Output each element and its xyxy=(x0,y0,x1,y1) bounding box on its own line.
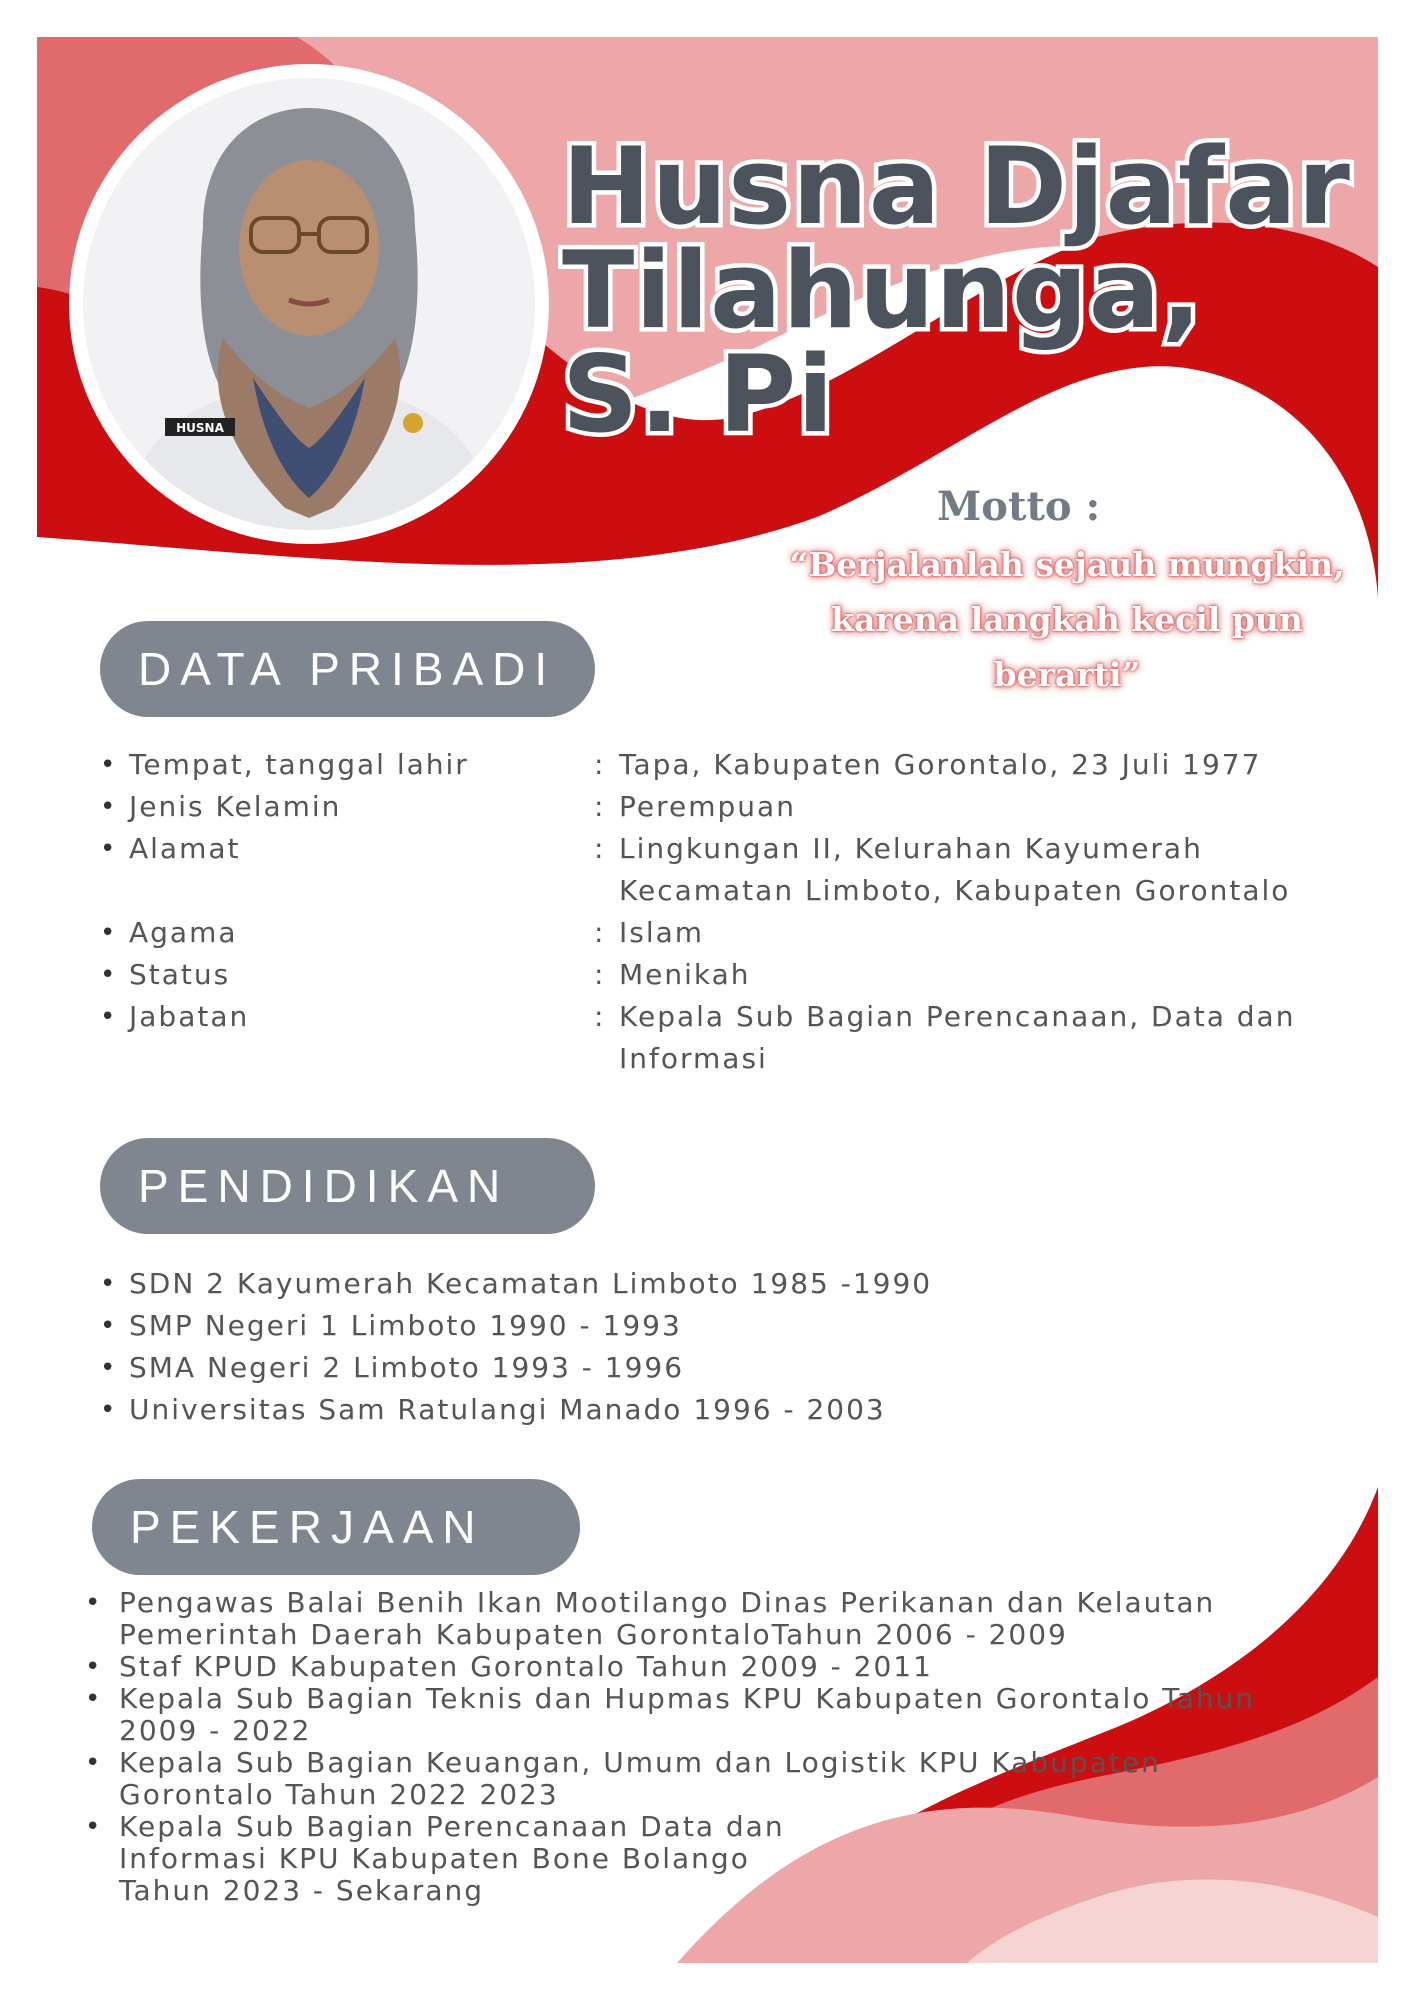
personal-label: Status xyxy=(129,958,231,991)
list-item xyxy=(100,1347,932,1389)
bullet-icon: • xyxy=(85,1748,103,1778)
photo-badge-text: HUSNA xyxy=(176,421,224,435)
education-entry: Universitas Sam Ratulangi Manado 1996 - 2003 xyxy=(129,1393,886,1426)
work-entry: Kepala Sub Bagian Teknis dan Hupmas KPU Kabupaten Gorontalo Tahun 2009 - 2022 xyxy=(119,1682,1256,1747)
profile-photo xyxy=(83,78,535,530)
list-item xyxy=(85,1651,1265,1683)
colon-separator: : xyxy=(594,916,606,949)
bullet-icon: • xyxy=(100,834,118,864)
motto-quote: “Berjalanlah sejauh mungkin, karena langkah kecil pun berarti” xyxy=(789,545,1345,694)
colon-separator: : xyxy=(594,832,606,865)
list-item xyxy=(100,1305,932,1347)
profile-photo-frame xyxy=(69,64,549,544)
list-item xyxy=(100,744,1350,786)
name-line-2: Tilahunga, xyxy=(562,229,1203,352)
list-item xyxy=(100,954,1350,996)
colon-separator: : xyxy=(594,1000,606,1033)
personal-value: Kepala Sub Bagian Perencanaan, Data dan Informasi xyxy=(619,1000,1296,1075)
personal-label: Jenis Kelamin xyxy=(129,790,342,823)
bullet-icon: • xyxy=(100,1311,118,1341)
colon-separator: : xyxy=(594,958,606,991)
bullet-icon: • xyxy=(100,1002,118,1032)
education-entry: SMA Negeri 2 Limboto 1993 - 1996 xyxy=(129,1351,685,1384)
name-line-1: Husna Djafar xyxy=(562,125,1351,248)
list-item xyxy=(100,912,1350,954)
personal-label: Jabatan xyxy=(129,1000,250,1033)
colon-separator: : xyxy=(594,748,606,781)
list-item xyxy=(100,828,1350,912)
personal-value: Tapa, Kabupaten Gorontalo, 23 Juli 1977 xyxy=(619,748,1262,781)
bullet-icon: • xyxy=(100,1395,118,1425)
name-line-3: S. Pi xyxy=(562,333,835,456)
education-list xyxy=(100,1263,932,1431)
personal-value: Islam xyxy=(619,916,705,949)
list-item xyxy=(85,1811,825,1907)
list-item xyxy=(85,1683,1265,1747)
personal-label: Agama xyxy=(129,916,238,949)
section-title-education: PENDIDIKAN xyxy=(100,1138,595,1234)
work-entry: Kepala Sub Bagian Perencanaan Data dan Informasi KPU Kabupaten Bone Bolango Tahun 2023 - Sekarang xyxy=(119,1810,785,1907)
personal-label: Tempat, tanggal lahir xyxy=(129,748,469,781)
bullet-icon: • xyxy=(85,1652,103,1682)
section-title-personal: DATA PRIBADI xyxy=(100,621,595,717)
bullet-icon: • xyxy=(85,1684,103,1714)
list-item xyxy=(100,786,1350,828)
motto-label: Motto : xyxy=(937,483,1101,530)
bullet-icon: • xyxy=(100,918,118,948)
portrait-illustration xyxy=(83,78,535,530)
work-entry: Staf KPUD Kabupaten Gorontalo Tahun 2009 - 2011 xyxy=(119,1650,933,1683)
personal-data-list xyxy=(100,744,1350,1080)
personal-value: Menikah xyxy=(619,958,751,991)
list-item xyxy=(100,996,1350,1080)
work-entry: Kepala Sub Bagian Keuangan, Umum dan Logistik KPU Kabupaten Gorontalo Tahun 2022 2023 xyxy=(119,1746,1161,1811)
bullet-icon: • xyxy=(100,1353,118,1383)
work-list xyxy=(85,1587,1285,1907)
cv-page xyxy=(37,37,1378,1963)
education-entry: SMP Negeri 1 Limboto 1990 - 1993 xyxy=(129,1309,682,1342)
education-entry: SDN 2 Kayumerah Kecamatan Limboto 1985 -1990 xyxy=(129,1267,933,1300)
person-name xyxy=(562,125,1351,456)
list-item xyxy=(85,1747,1265,1811)
bullet-icon: • xyxy=(85,1812,103,1842)
bullet-icon: • xyxy=(100,792,118,822)
list-item xyxy=(100,1389,932,1431)
bullet-icon: • xyxy=(85,1588,103,1618)
personal-label: Alamat xyxy=(129,832,241,865)
colon-separator: : xyxy=(594,790,606,823)
list-item xyxy=(100,1263,932,1305)
work-entry: Pengawas Balai Benih Ikan Mootilango Dinas Perikanan dan Kelautan Pemerintah Daerah Kabupaten GorontaloTahun 2006 - 2009 xyxy=(119,1586,1216,1651)
bullet-icon: • xyxy=(100,1269,118,1299)
list-item xyxy=(85,1587,1265,1651)
bullet-icon: • xyxy=(100,960,118,990)
section-title-work: PEKERJAAN xyxy=(92,1479,580,1575)
bullet-icon: • xyxy=(100,750,118,780)
personal-value: Perempuan xyxy=(619,790,796,823)
personal-value: Lingkungan II, Kelurahan Kayumerah Kecamatan Limboto, Kabupaten Gorontalo xyxy=(619,832,1291,907)
